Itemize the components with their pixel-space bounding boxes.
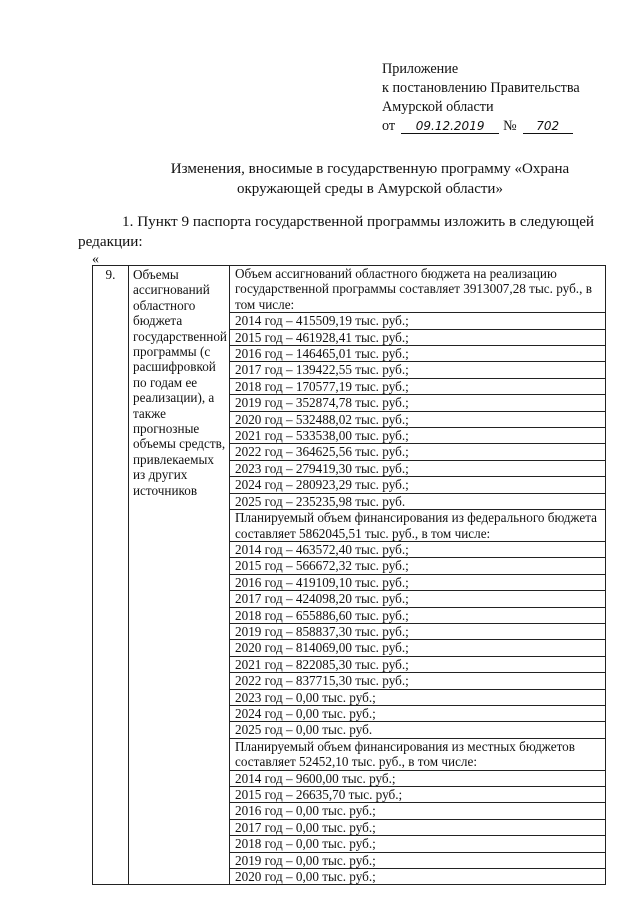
item-number: 9. bbox=[93, 266, 129, 885]
local-year-row: 2020 год – 0,00 тыс. руб.; bbox=[235, 869, 376, 885]
item-name-line: расшифровкой bbox=[133, 359, 216, 375]
regional-year-row: 2016 год – 146465,01 тыс. руб.; bbox=[230, 346, 605, 362]
item-name-line: прогнозные bbox=[133, 421, 200, 437]
federal-year-row: 2015 год – 566672,32 тыс. руб.; bbox=[230, 558, 605, 574]
table-row bbox=[93, 266, 606, 885]
regional-year-row: 2022 год – 364625,56 тыс. руб.; bbox=[230, 444, 605, 460]
federal-year-row: 2021 год – 822085,30 тыс. руб.; bbox=[230, 657, 605, 673]
passport-table bbox=[92, 265, 606, 885]
regional-year-row: 2015 год – 461928,41 тыс. руб.; bbox=[230, 330, 605, 346]
regional-year-row: 2018 год – 170577,19 тыс. руб.; bbox=[230, 379, 605, 395]
federal-year-row: 2016 год – 419109,10 тыс. руб.; bbox=[230, 575, 605, 591]
federal-year-row: 2019 год – 858837,30 тыс. руб.; bbox=[230, 624, 605, 640]
federal-year-row: 2024 год – 0,00 тыс. руб.; bbox=[230, 706, 605, 722]
item-content bbox=[230, 266, 606, 885]
appendix-title: Приложение bbox=[382, 61, 459, 77]
item-name-line: по годам ее bbox=[133, 374, 198, 390]
paragraph-line-2: редакции: bbox=[78, 232, 143, 250]
handwritten-number: 702 bbox=[523, 120, 573, 134]
paragraph-line-1: 1. Пункт 9 паспорта государственной программы изложить в следующей bbox=[122, 213, 595, 230]
regional-year-row: 2021 год – 533538,00 тыс. руб.; bbox=[230, 428, 605, 444]
item-name-line: также bbox=[133, 405, 166, 421]
item-name-line: источников bbox=[133, 482, 198, 498]
federal-year-row: 2020 год – 814069,00 тыс. руб.; bbox=[230, 640, 605, 656]
federal-year-row: 2014 год – 463572,40 тыс. руб.; bbox=[230, 542, 605, 558]
from-label: от bbox=[382, 118, 396, 134]
item-name bbox=[129, 266, 230, 885]
federal-year-row: 2023 год – 0,00 тыс. руб.; bbox=[230, 690, 605, 706]
regional-year-row: 2025 год – 235235,98 тыс. руб. bbox=[230, 494, 605, 510]
appendix-date-line bbox=[382, 117, 580, 136]
instruction-paragraph bbox=[78, 212, 610, 251]
appendix-resolution: к постановлению Правительства bbox=[382, 80, 580, 96]
item-name-line: бюджета bbox=[133, 313, 183, 329]
federal-year-row: 2025 год – 0,00 тыс. руб. bbox=[230, 722, 605, 738]
regional-year-row: 2024 год – 280923,29 тыс. руб.; bbox=[230, 477, 605, 493]
regional-year-row: 2023 год – 279419,30 тыс. руб.; bbox=[230, 461, 605, 477]
local-year-row: 2018 год – 0,00 тыс. руб.; bbox=[230, 836, 605, 852]
federal-year-row: 2017 год – 424098,20 тыс. руб.; bbox=[230, 591, 605, 607]
item-name-line: программы (с bbox=[133, 344, 211, 360]
local-year-row: 2016 год – 0,00 тыс. руб.; bbox=[230, 803, 605, 819]
regional-budget-intro: Объем ассигнований областного бюджета на реализацию государственной программы составляет 3913007,28 тыс. руб., в том числе: bbox=[230, 266, 605, 313]
appendix-region: Амурской области bbox=[382, 99, 494, 115]
opening-quote: « bbox=[92, 252, 99, 267]
regional-year-row: 2019 год – 352874,78 тыс. руб.; bbox=[230, 395, 605, 411]
local-year-row: 2019 год – 0,00 тыс. руб.; bbox=[230, 853, 605, 869]
number-label: № bbox=[503, 118, 517, 134]
item-name-line: областного bbox=[133, 297, 196, 313]
regional-year-row: 2014 год – 415509,19 тыс. руб.; bbox=[230, 313, 605, 329]
local-year-row: 2015 год – 26635,70 тыс. руб.; bbox=[230, 787, 605, 803]
item-name-line: государственной bbox=[133, 328, 227, 344]
document-title bbox=[150, 160, 590, 199]
federal-year-row: 2018 год – 655886,60 тыс. руб.; bbox=[230, 608, 605, 624]
handwritten-date: 09.12.2019 bbox=[401, 120, 499, 134]
item-name-line: реализации), а bbox=[133, 390, 215, 406]
title-line-2: окружающей среды в Амурской области» bbox=[237, 180, 503, 197]
local-year-row: 2017 год – 0,00 тыс. руб.; bbox=[230, 820, 605, 836]
local-budget-intro: Планируемый объем финансирования из местных бюджетов составляет 52452,10 тыс. руб., в том числе: bbox=[230, 739, 605, 771]
regional-year-row: 2020 год – 532488,02 тыс. руб.; bbox=[230, 412, 605, 428]
item-name-line: из других bbox=[133, 467, 188, 483]
item-name-line: Объемы bbox=[133, 267, 179, 282]
item-name-line: ассигнований bbox=[133, 282, 210, 298]
title-line-1: Изменения, вносимые в государственную программу «Охрана bbox=[170, 161, 570, 177]
federal-year-row: 2022 год – 837715,30 тыс. руб.; bbox=[230, 673, 605, 689]
regional-year-row: 2017 год – 139422,55 тыс. руб.; bbox=[230, 362, 605, 378]
local-year-row: 2014 год – 9600,00 тыс. руб.; bbox=[230, 771, 605, 787]
item-name-line: привлекаемых bbox=[133, 451, 214, 467]
appendix-header bbox=[382, 60, 580, 136]
federal-budget-intro: Планируемый объем финансирования из федерального бюджета составляет 5862045,51 тыс. руб., в том числе: bbox=[230, 510, 605, 542]
item-name-line: объемы средств, bbox=[133, 436, 226, 452]
